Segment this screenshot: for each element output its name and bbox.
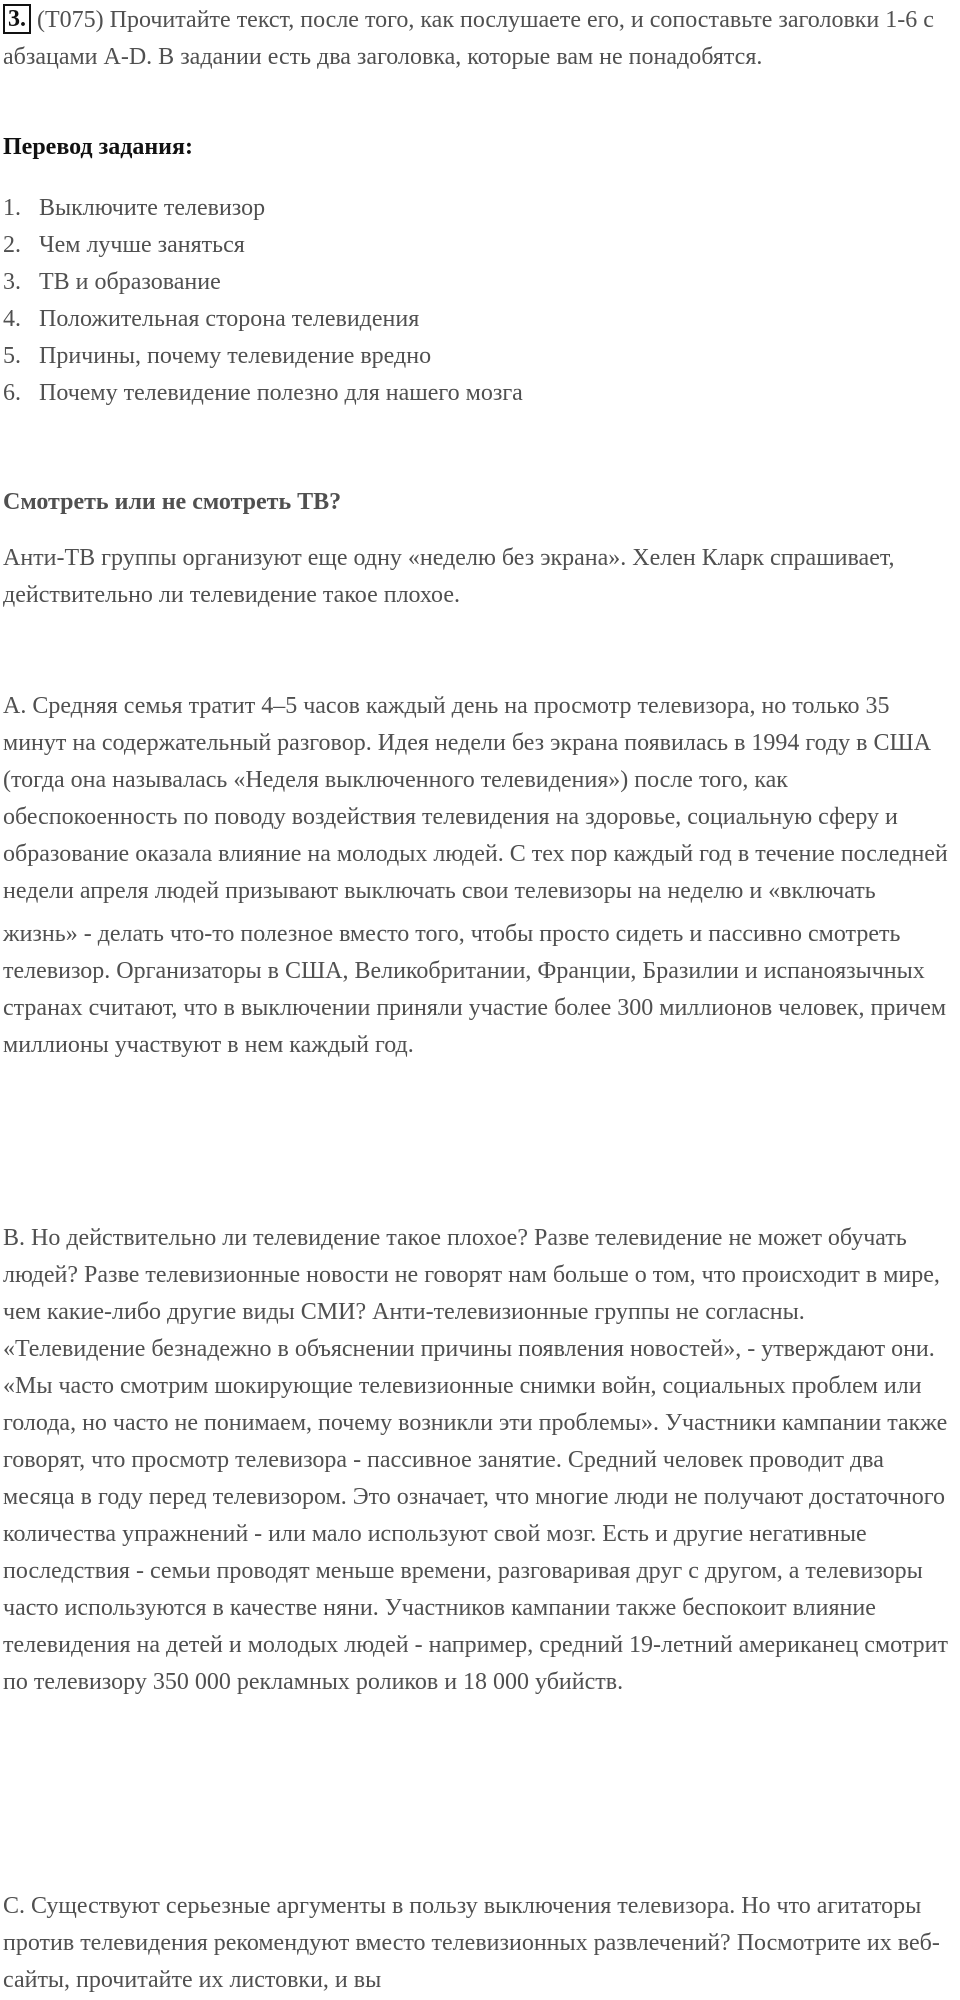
list-item-number: 1. — [3, 195, 21, 221]
list-item — [3, 301, 523, 338]
headings-list — [3, 190, 523, 412]
paragraph-a-part2: жизнь» - делать что-то полезное вместо того, чтобы просто сидеть и пассивно смотреть телевизор. Организаторы в США, Великобритании, Франции, Бразилии и испаноязычных странах считают, что в выключении приняли участие более 300 миллионов человек, причем миллионы участвуют в нем каждый год. — [3, 921, 947, 1058]
list-item-number: 5. — [3, 343, 21, 369]
list-item — [3, 190, 523, 227]
paragraph-b: B. Но действительно ли телевидение такое плохое? Разве телевидение не может обучать людей? Разве телевизионные новости не говорят нам больше о том, что происходит в мире, чем какие-либо другие виды СМИ? Анти-телевизионные группы не согласны. «Телевидение безнадежно в объяснении причины появления новостей», - утверждают они. «Мы часто смотрим шокирующие телевизионные снимки войн, социальных проблем или голода, но часто не понимаем, почему возникли эти проблемы». Участники кампании также говорят, что просмотр телевизора - пассивное занятие. Средний человек проводит два месяца в году перед телевизором. Это означает, что многие люди не получают достаточного количества упражнений - или мало используют свой мозг. Есть и другие негативные последствия - семьи проводят меньше времени, разговаривая друг с другом, а телевизоры часто используются в качестве няни. Участников кампании также беспокоит влияние телевидения на детей и молодых людей - например, средний 19-летний американец смотрит по телевизору 350 000 рекламных роликов и 18 000 убийств. — [3, 1225, 948, 1695]
list-item-number: 2. — [3, 232, 21, 258]
task-number: 3. — [3, 4, 31, 34]
list-item-text: Почему телевидение полезно для нашего мозга — [39, 380, 523, 406]
list-item-text: Причины, почему телевидение вредно — [39, 343, 432, 369]
list-item — [3, 338, 523, 375]
list-item — [3, 227, 523, 264]
list-item-text: Чем лучше заняться — [39, 232, 245, 258]
list-item — [3, 264, 523, 301]
list-item — [3, 375, 523, 412]
list-item-text: Выключите телевизор — [39, 195, 266, 221]
paragraph-a — [3, 688, 953, 1064]
translation-heading: Перевод задания: — [3, 134, 193, 160]
paragraph-c: C. Существуют серьезные аргументы в пользу выключения телевизора. Но что агитаторы против телевидения рекомендуют вместо телевизионных развлечений? Посмотрите их веб-сайты, прочитайте их листовки, и вы — [3, 1893, 940, 1993]
article-lead: Анти-ТВ группы организуют еще одну «неделю без экрана». Хелен Кларк спрашивает, действительно ли телевидение такое плохое. — [3, 545, 895, 608]
list-item-number: 4. — [3, 306, 21, 332]
list-item-text: Положительная сторона телевидения — [39, 306, 420, 332]
list-item-number: 6. — [3, 380, 21, 406]
paragraph-a-part1: A. Средняя семья тратит 4–5 часов каждый день на просмотр телевизора, но только 35 минут на содержательный разговор. Идея недели без экрана появилась в 1994 году в США (тогда она называлась «Неделя выключенного телевидения») после того, как обеспокоенность по поводу воздействия телевидения на здоровье, социальную сферу и образование оказала влияние на молодых людей. С тех пор каждый год в течение последней недели апреля людей призывают выключать свои телевизоры на неделю и «включать — [3, 693, 948, 904]
task-intro-text: (T075) Прочитайте текст, после того, как послушаете его, и сопоставьте заголовки 1-6 с абзацами A-D. В задании есть два заголовка, которые вам не понадобятся. — [3, 7, 934, 70]
list-item-text: ТВ и образование — [39, 269, 221, 295]
task-instruction — [3, 2, 953, 76]
list-item-number: 3. — [3, 269, 21, 295]
article-title: Смотреть или не смотреть ТВ? — [3, 489, 342, 515]
